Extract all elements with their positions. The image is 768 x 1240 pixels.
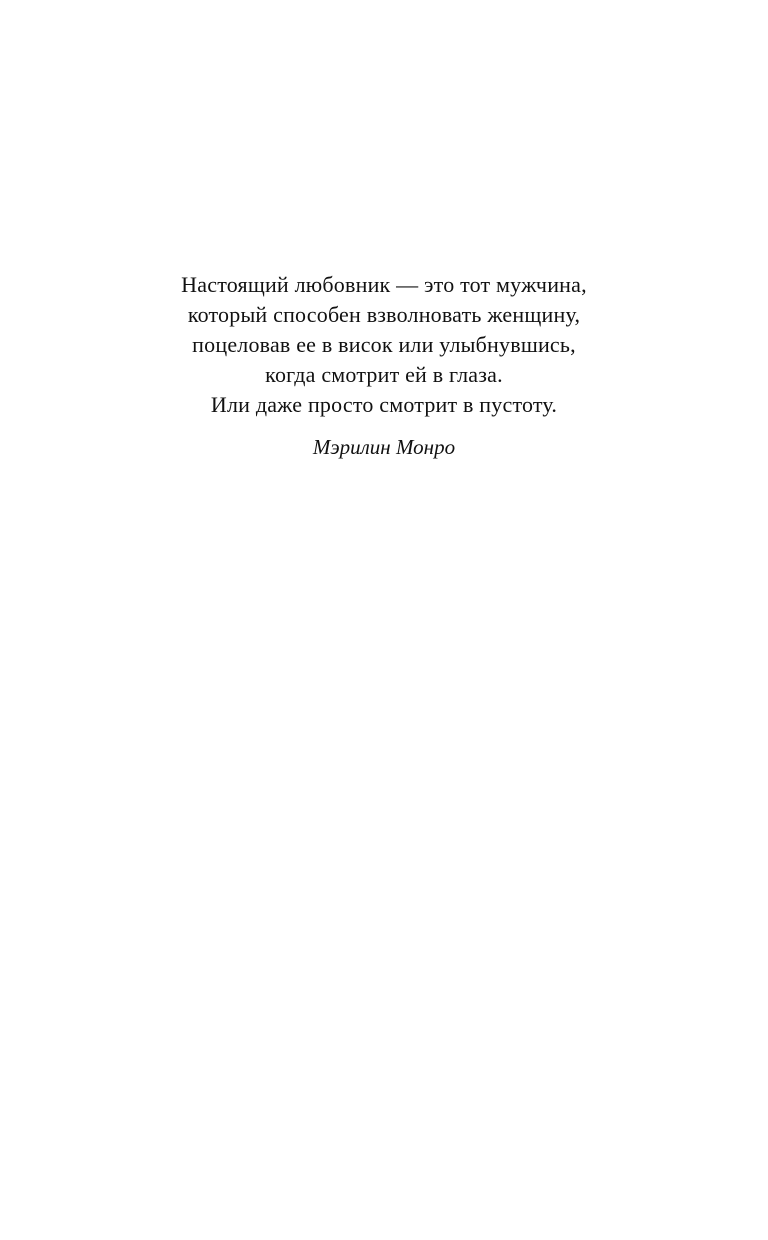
quote-line-5: Или даже просто смотрит в пустоту.: [210, 392, 558, 417]
quote-line-2: который способен взволновать женщину,: [187, 302, 581, 327]
epigraph: [0, 270, 768, 462]
epigraph-quote: [0, 270, 768, 420]
quote-line-1: Настоящий любовник — это тот мужчина,: [181, 272, 587, 297]
quote-line-4: когда смотрит ей в глаза.: [265, 362, 503, 387]
quote-line-3: поцеловав ее в висок или улыбнувшись,: [192, 332, 576, 357]
epigraph-author: Мэрилин Монро: [312, 435, 456, 459]
